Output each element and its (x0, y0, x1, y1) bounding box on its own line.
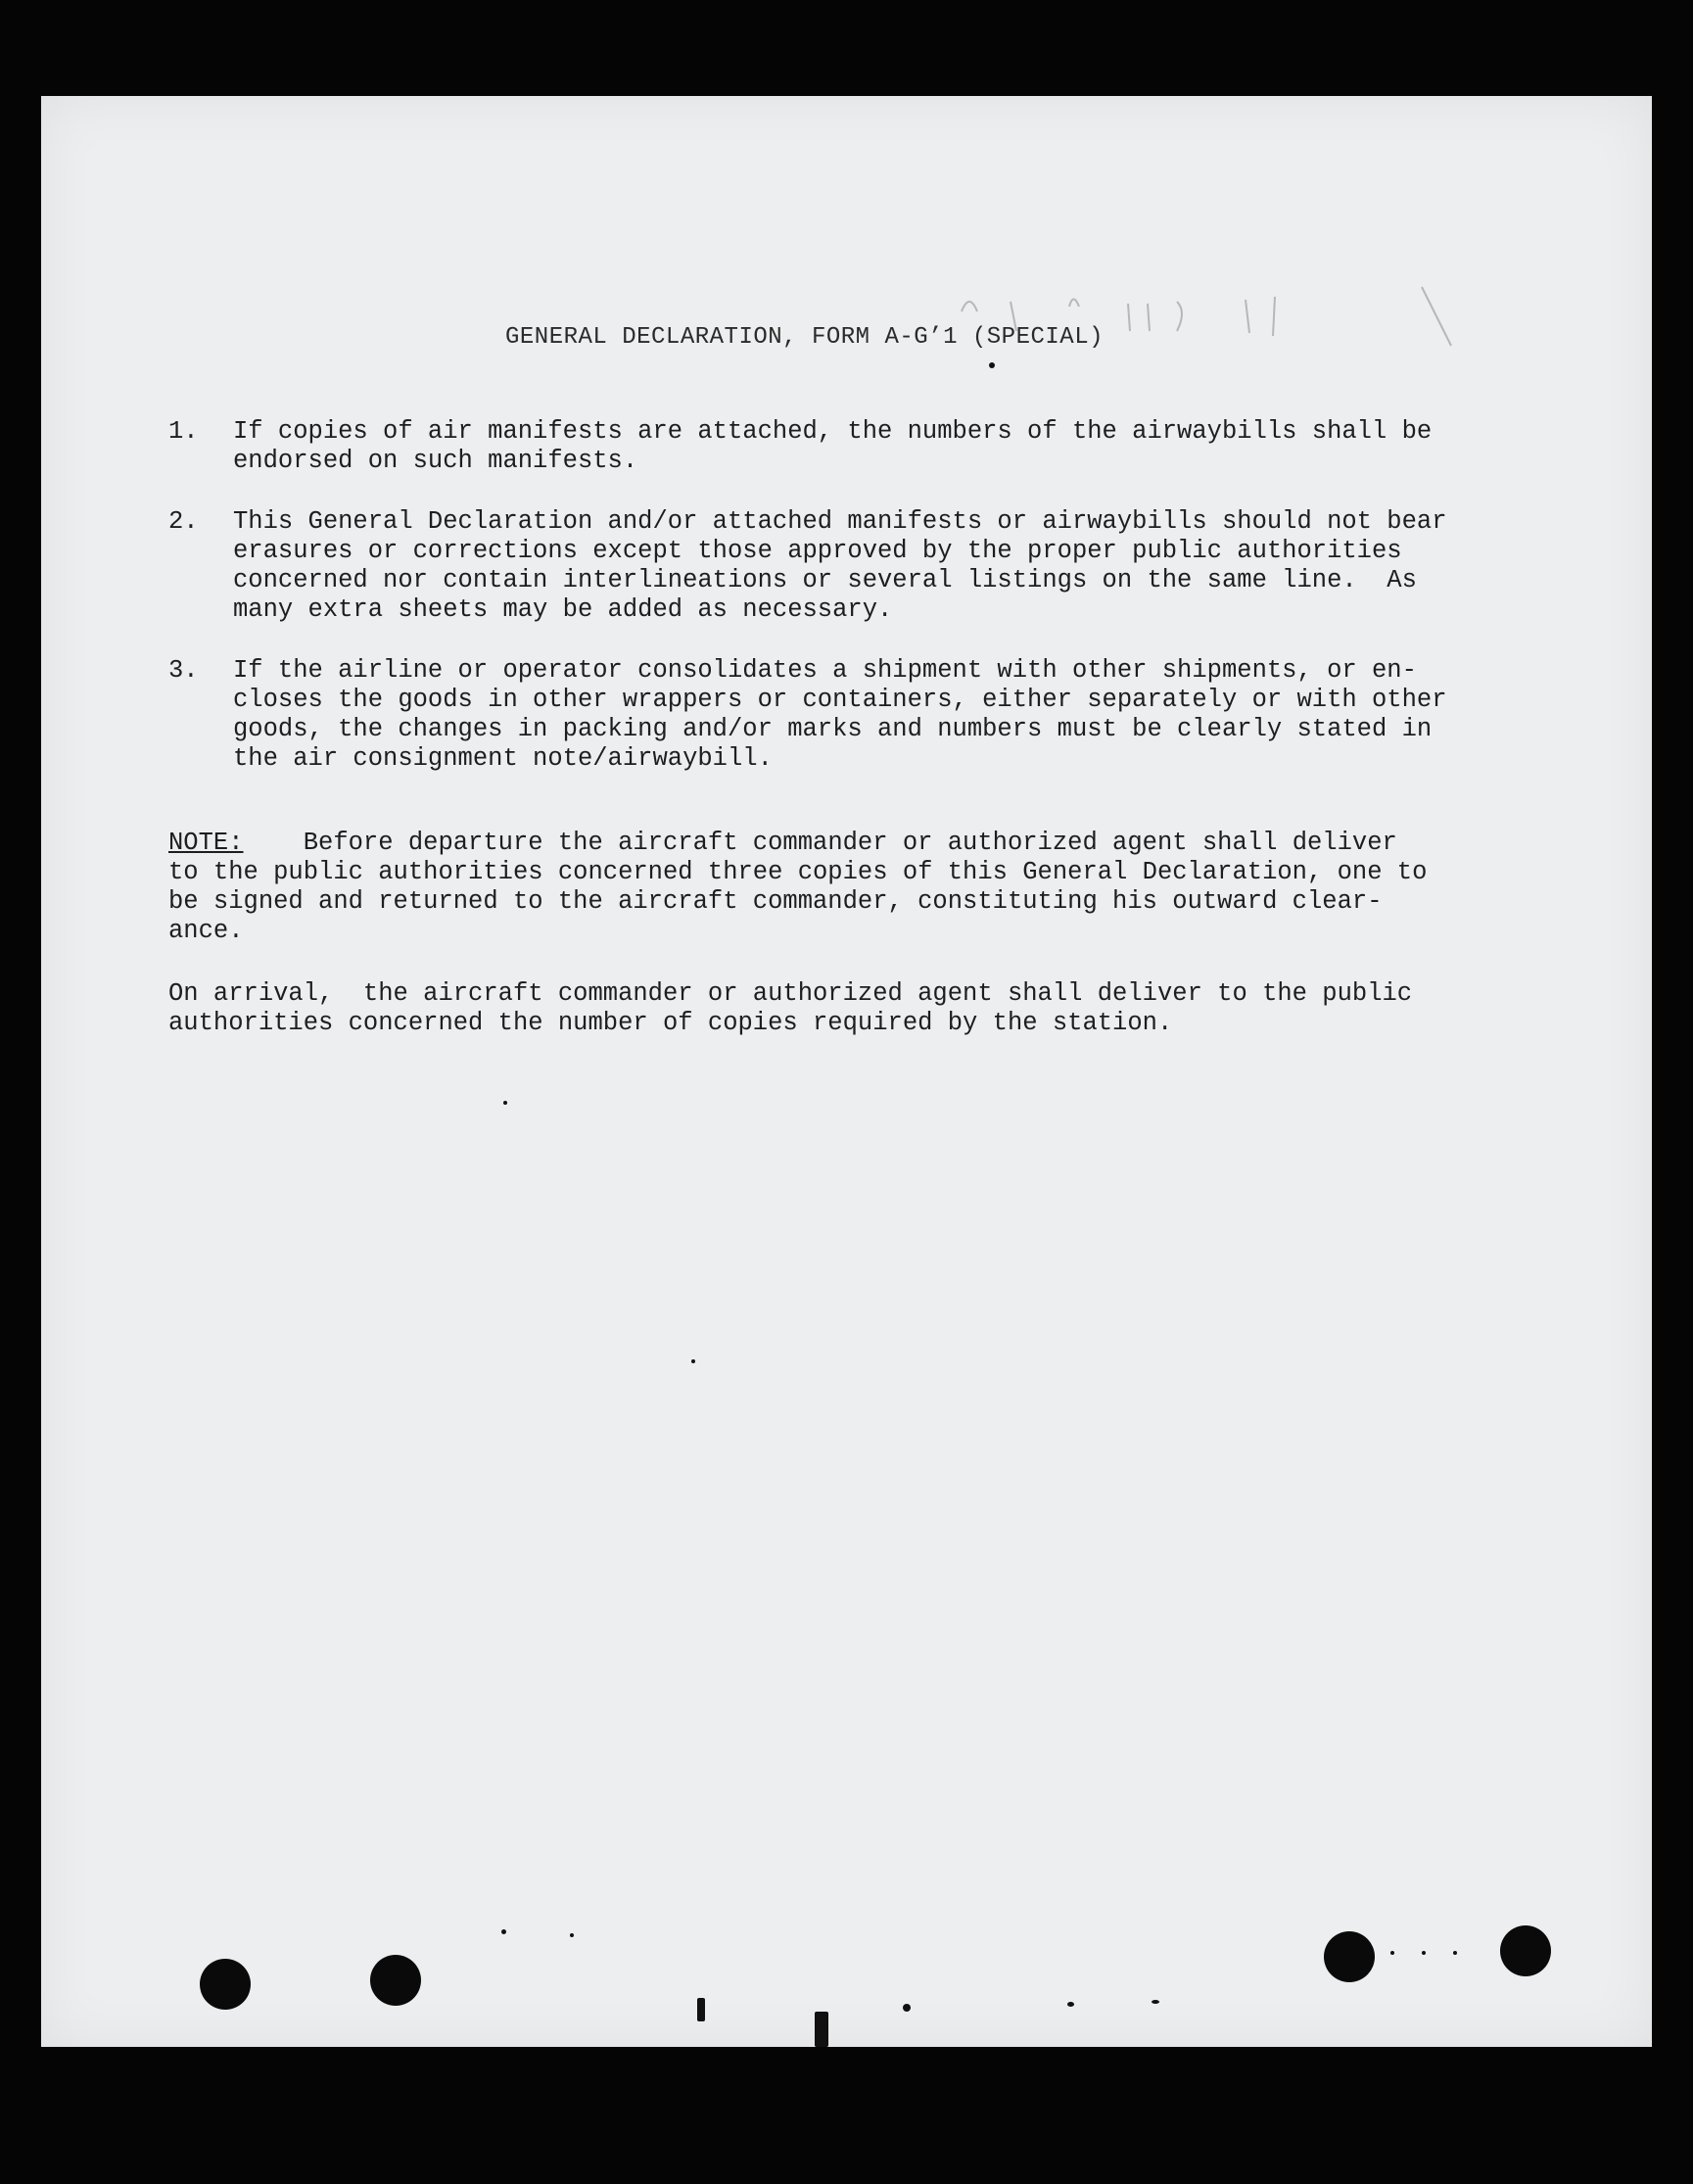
ink-speck (1422, 1951, 1426, 1955)
declaration-text (41, 96, 1652, 2047)
arrival-paragraph (168, 979, 1549, 1038)
binder-hole (1324, 1931, 1375, 1982)
ink-speck (691, 1359, 695, 1363)
item-line: closes the goods in other wrappers or containers, either separately or with other (233, 686, 1447, 714)
note-line: be signed and returned to the aircraft commander, constituting his outward clear- (168, 887, 1383, 916)
note-line: to the public authorities concerned three copies of this General Declaration, one to (168, 858, 1428, 886)
paper-sheet (41, 96, 1652, 2047)
item-line: This General Declaration and/or attached manifests or airwaybills should not bear (233, 507, 1447, 536)
item-line: erasures or corrections except those approved by the proper public authorities (233, 537, 1402, 565)
note-paragraph (168, 829, 1549, 946)
note-line: ance. (168, 917, 244, 945)
page-title: GENERAL DECLARATION, FORM A-G’1 (SPECIAL) (505, 324, 1104, 351)
binder-hole (1500, 1925, 1551, 1976)
item-body (233, 656, 1506, 774)
ink-speck (503, 1101, 507, 1105)
ink-speck (989, 362, 995, 368)
ink-mark (697, 1998, 705, 2021)
ink-mark (815, 2012, 828, 2047)
item-line: If copies of air manifests are attached, the numbers of the airwaybills shall be (233, 417, 1433, 446)
ink-speck (570, 1933, 574, 1937)
ink-speck (1453, 1951, 1457, 1955)
ink-speck (1152, 2000, 1159, 2004)
ink-speck (903, 2004, 911, 2012)
ink-speck (501, 1929, 506, 1934)
item-line: concerned nor contain interlineations or several listings on the same line. As (233, 566, 1417, 594)
item-line: endorsed on such manifests. (233, 447, 638, 475)
item-number: 3. (168, 656, 199, 685)
note-first-line (168, 829, 1549, 858)
item-number: 2. (168, 507, 199, 536)
ink-speck (1390, 1951, 1394, 1955)
binder-hole (370, 1955, 421, 2006)
binder-hole (200, 1959, 251, 2010)
item-line: the air consignment note/airwaybill. (233, 744, 773, 773)
note-label: NOTE: (168, 829, 244, 857)
arrival-line: authorities concerned the number of copies required by the station. (168, 1009, 1173, 1037)
item-line: goods, the changes in packing and/or marks and numbers must be clearly stated in (233, 715, 1433, 743)
arrival-line: On arrival, the aircraft commander or authorized agent shall deliver to the public (168, 979, 1413, 1008)
item-number: 1. (168, 417, 199, 446)
ink-speck (1067, 2002, 1074, 2007)
item-line: many extra sheets may be added as necessary. (233, 595, 893, 624)
item-line: If the airline or operator consolidates a shipment with other shipments, or en- (233, 656, 1417, 685)
item-body (233, 507, 1506, 625)
note-first-line-rest: Before departure the aircraft commander or authorized agent shall deliver (243, 829, 1397, 857)
item-body (233, 417, 1506, 476)
